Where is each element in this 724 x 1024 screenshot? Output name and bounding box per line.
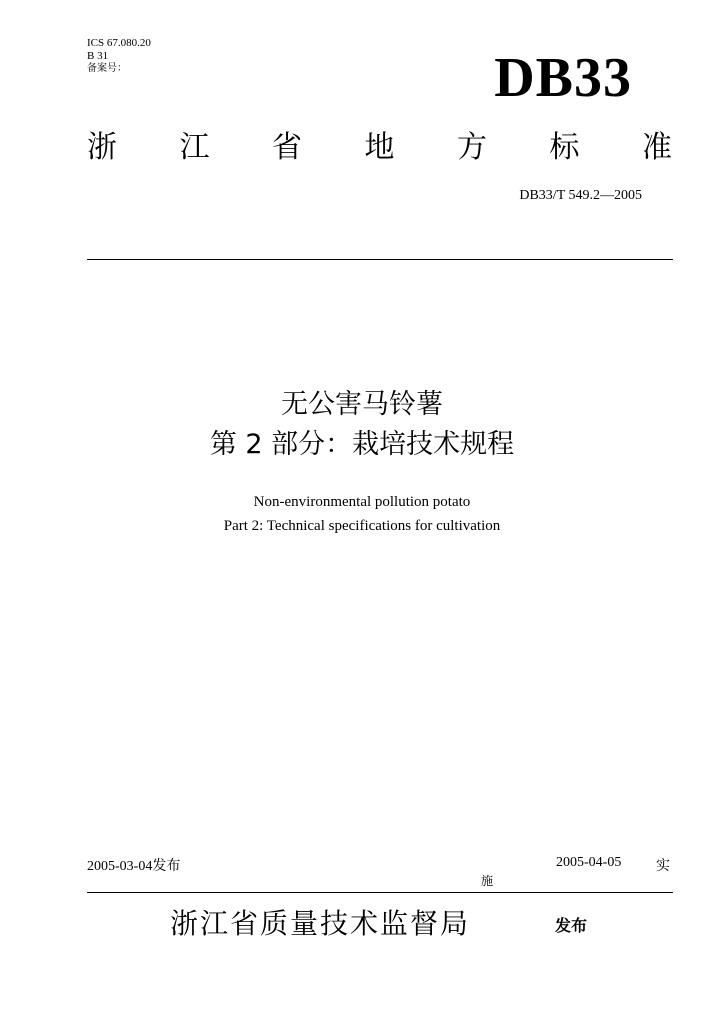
title-en-line2: Part 2: Technical specifications for cultivation	[223, 518, 501, 534]
standard-type-char: 浙	[87, 130, 117, 165]
standard-type-char: 省	[272, 130, 302, 165]
standard-type-char: 标	[549, 130, 580, 165]
issue-label: 发布	[152, 858, 181, 874]
standard-type-char: 江	[179, 130, 210, 165]
standard-type-char: 地	[364, 130, 395, 165]
title-cn-line1: 无公害马铃薯	[281, 389, 443, 420]
issue-date: 2005-03-04	[87, 859, 153, 874]
ics-code: ICS 67.080.20	[87, 37, 151, 49]
publisher-name: 浙江省质量技术监督局	[170, 907, 471, 940]
standard-logo: DB33	[494, 47, 632, 109]
implement-label-2: 施	[481, 874, 494, 888]
ccs-code: B 31	[87, 50, 109, 62]
implement-label-1: 实	[656, 858, 670, 874]
standard-type-char: 准	[642, 130, 672, 165]
title-en-line1: Non-environmental pollution potato	[253, 494, 471, 510]
top-divider	[87, 259, 673, 260]
bottom-divider	[87, 892, 673, 893]
implement-date: 2005-04-05	[556, 855, 622, 870]
issue-date-block	[87, 855, 180, 875]
publisher-suffix: 发布	[555, 916, 588, 935]
standard-number: DB33/T 549.2—2005	[519, 188, 642, 203]
standard-type-char: 方	[457, 130, 487, 165]
title-cn-line2: 第 2 部分：栽培技术规程	[209, 429, 515, 460]
standard-type	[87, 130, 672, 166]
record-number-label: 备案号：	[87, 63, 127, 74]
